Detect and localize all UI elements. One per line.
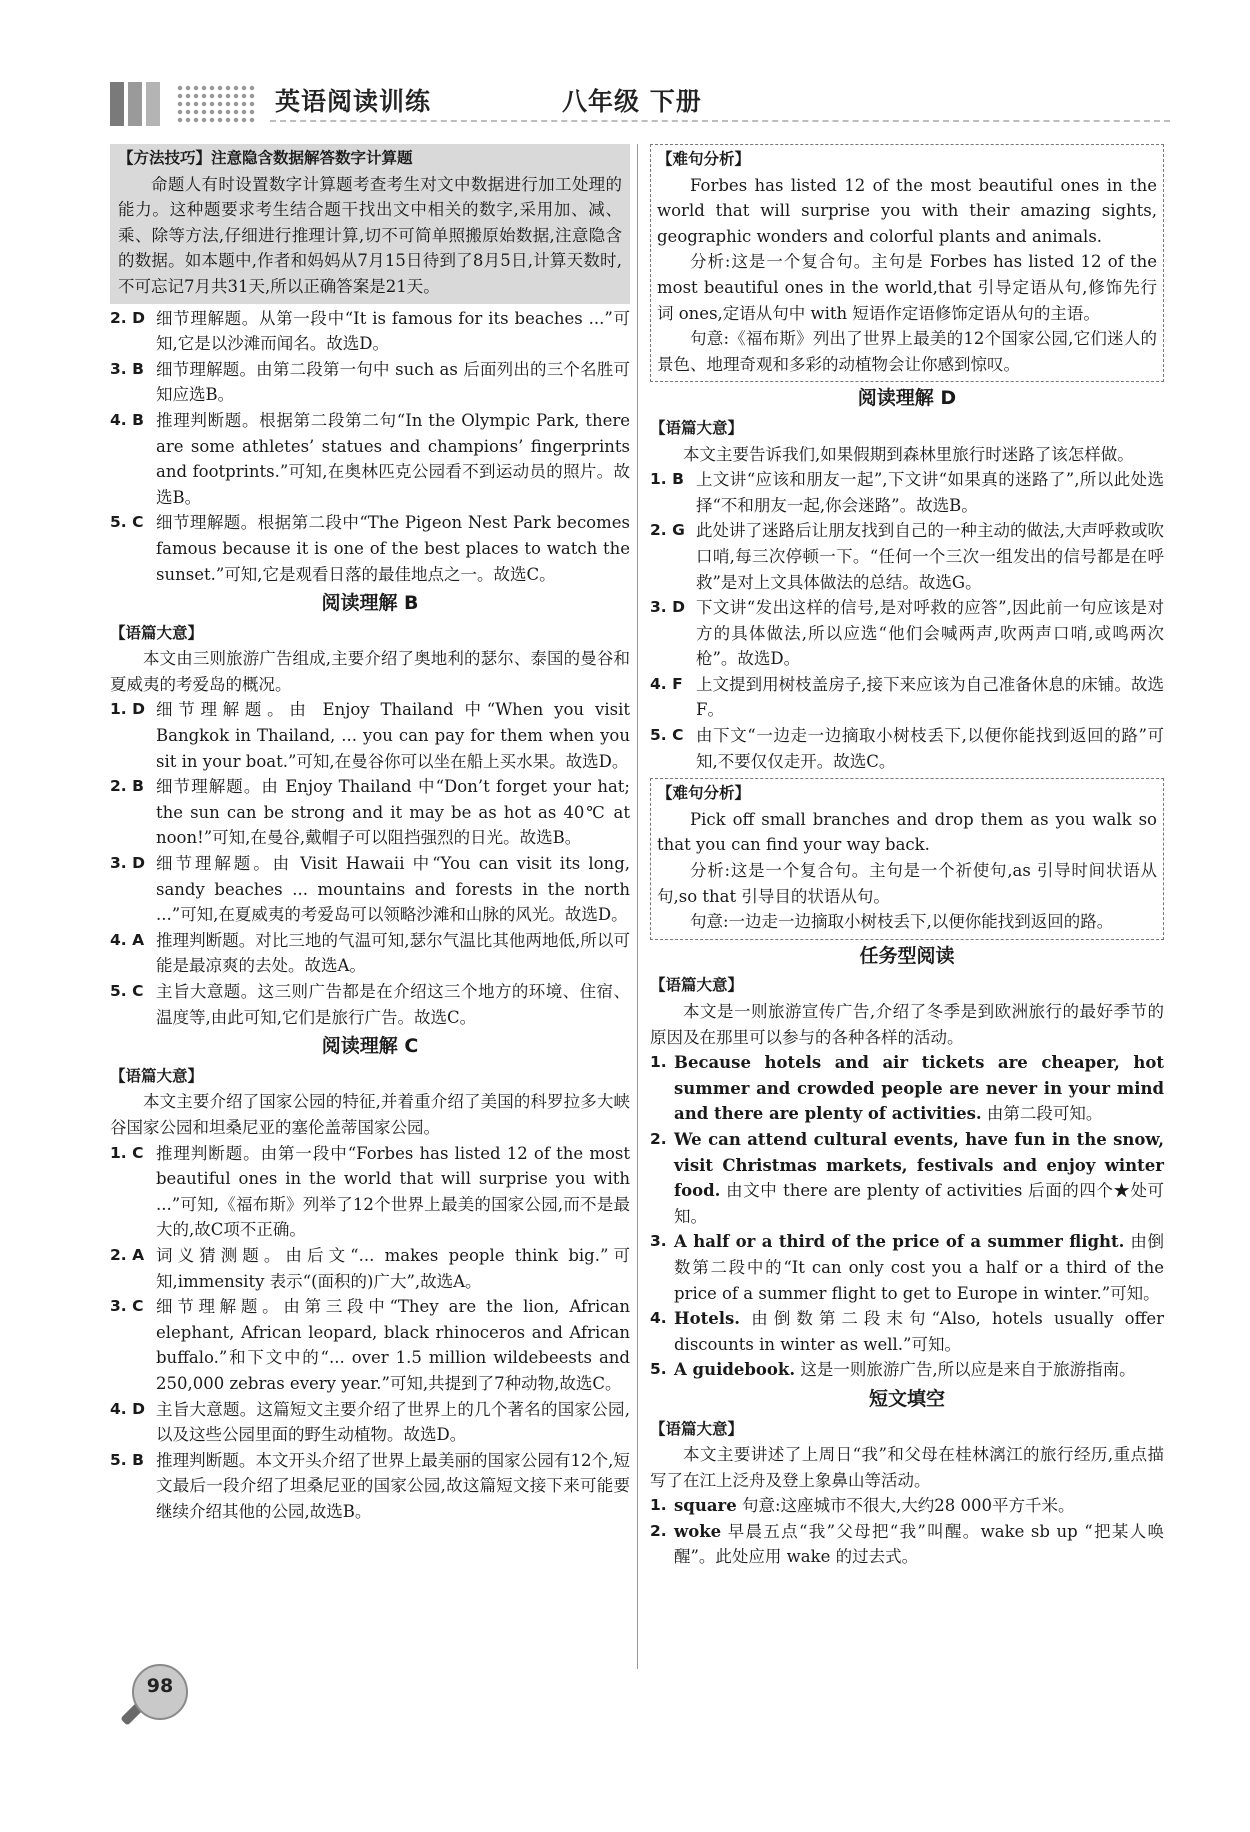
answer-number: 2. A <box>110 1245 145 1264</box>
section-c-summary: 本文主要介绍了国家公园的特征,并着重介绍了美国的科罗拉多大峡谷国家公园和坦桑尼亚的塞伦盖蒂国家公园。 <box>110 1092 630 1137</box>
difficult-sentence-meaning: 句意:一边走一边摘取小树枝丢下,以便你能找到返回的路。 <box>690 912 1114 932</box>
answer-number: 5. C <box>110 982 144 1000</box>
answer-number: 1. D <box>110 700 145 719</box>
answer-number: 5. B <box>110 1450 144 1469</box>
difficult-sentence-analysis: 分析:这是一个复合句。主句是一个祈使句,as 引导时间状语从句,so that 引导目的状语从句。 <box>657 861 1157 906</box>
answer-number: 4. B <box>110 410 144 429</box>
header-dots-decoration <box>176 84 256 124</box>
answer-body <box>674 1519 1164 1570</box>
answer-text: 此处讲了迷路后让朋友找到自己的一种主动的做法,大声呼救或吹口哨,每三次停顿一下。“任何一个三次一组发出的信号都是在呼救”是对上文具体做法的总结。故选G。 <box>696 521 1164 592</box>
answer-text: 下文讲“发出这样的信号,是对呼救的应答”,因此前一句应该是对方的具体做法,所以应选“他们会喊两声,吹两声口哨,或鸣两次枪”。故选D。 <box>696 598 1164 669</box>
answer-text: 推理判断题。对比三地的气温可知,瑟尔气温比其他两地低,所以可能是最凉爽的去处。故选A。 <box>156 930 630 976</box>
answer-number: 2. B <box>110 777 144 796</box>
difficult-sentence-analysis: 分析:这是一个复合句。主句是 Forbes has listed 12 of the most beautiful ones in the world,that 引导定语从句,修饰先行词 ones,定语从句中 with 短语作定语修饰定语从句的主语。 <box>657 252 1157 323</box>
section-d-answers <box>650 467 1164 774</box>
answer-text: 细节理解题。由第三段中“They are the lion, African elephant, African leopard, black rhinoceros and African buffalo.”和下文中的“... over 1.5 million wildebeests and 250,000 zebras every year.”可知,共提到了7种动物,故选C。 <box>156 1297 630 1393</box>
section-d-summary-label: 【语篇大意】 <box>650 418 744 437</box>
answer-number: 4. A <box>110 930 145 949</box>
answer-item <box>650 1493 1164 1519</box>
section-title-reading-c: 阅读理解 C <box>321 1035 419 1058</box>
answer-item <box>650 1127 1164 1229</box>
answer-text: 细节理解题。从第一段中“It is famous for its beaches ...”可知,它是以沙滩而闻名。故选D。 <box>156 308 630 354</box>
answer-number: 1. C <box>110 1143 144 1162</box>
left-column <box>110 144 630 1524</box>
answer-key: woke <box>674 1521 722 1541</box>
page-header <box>110 78 1170 130</box>
answer-number: 2. G <box>650 521 685 540</box>
answer-text: 句意:这座城市不很大,大约28 000平方千米。 <box>736 1496 1075 1516</box>
method-tip-text: 命题人有时设置数字计算题考查考生对文中数据进行加工处理的能力。这种题要求考生结合题干找出文中相关的数字,采用加、减、乘、除等方法,仔细进行推理计算,切不可简单照搬原始数据,注意隐含的数据。如本题中,作者和妈妈从7月15日待到了8月5日,计算天数时,不可忘记7月共31天,所以正确答案是21天。 <box>118 174 622 296</box>
answer-body <box>674 1127 1164 1229</box>
answer-text: 词义猜测题。由后文“... makes people think big.”可知,immensity 表示“(面积的)广大”,故选A。 <box>156 1245 630 1291</box>
answer-text: 上文讲“应该和朋友一起”,下文讲“如果真的迷路了”,所以此处选择“不和朋友一起,你会迷路”。故选B。 <box>696 470 1164 515</box>
answer-number: 3. <box>650 1232 667 1251</box>
book-grade: 八年级 下册 <box>562 87 702 116</box>
answer-item <box>650 1050 1164 1127</box>
answer-item <box>650 467 1164 518</box>
header-bars-decoration <box>110 82 166 126</box>
difficult-sentence-label: 【难句分析】 <box>657 150 751 168</box>
difficult-sentence-box-1 <box>650 144 1164 382</box>
answer-number: 1. <box>650 1496 667 1515</box>
answer-number: 2. <box>650 1521 667 1540</box>
answer-item <box>650 595 1164 672</box>
answer-number: 4. F <box>650 674 683 693</box>
answer-item <box>110 510 630 587</box>
answer-item <box>110 697 630 774</box>
fill-summary-label: 【语篇大意】 <box>650 1419 744 1438</box>
answer-item <box>110 851 630 928</box>
answer-text: 早晨五点“我”父母把“我”叫醒。wake sb up “把某人唤醒”。此处应用 wake 的过去式。 <box>674 1521 1164 1567</box>
answer-item <box>110 306 630 357</box>
fill-summary: 本文主要讲述了上周日“我”和父母在桂林漓江的旅行经历,重点描写了在江上泛舟及登上象鼻山等活动。 <box>650 1445 1164 1490</box>
answer-key: A half or a third of the price of a summer flight. <box>674 1232 1125 1252</box>
answer-text: 由倒数第二段末句“Also, hotels usually offer discounts in winter as well.”可知。 <box>674 1309 1164 1354</box>
answer-text: 细节理解题。由 Enjoy Thailand 中“When you visit Bangkok in Thailand, ... you can pay for them when you sit in your boat.”可知,在曼谷你可以坐在船上买水果。故选D。 <box>156 700 630 771</box>
answer-body <box>674 1493 1164 1519</box>
answer-number: 1. B <box>650 470 684 489</box>
answer-number: 4. <box>650 1309 667 1328</box>
answer-number: 3. C <box>110 1297 144 1316</box>
answer-key: Because hotels and air tickets are cheaper, hot summer and crowded people are never in your mind and there are plenty of activities. <box>674 1053 1164 1124</box>
page-number: 98 <box>146 1675 174 1697</box>
answer-text: 主旨大意题。这三则广告都是在介绍这三个地方的环境、住宿、温度等,由此可知,它们是旅行广告。故选C。 <box>156 982 630 1027</box>
answer-key: square <box>674 1496 737 1516</box>
answer-text: 由文中 there are plenty of activities 后面的四个★处可知。 <box>674 1181 1164 1226</box>
section-b-summary: 本文由三则旅游广告组成,主要介绍了奥地利的瑟尔、泰国的曼谷和夏威夷的考爱岛的概况。 <box>110 649 630 694</box>
answer-key: We can attend cultural events, have fun in the snow, visit Christmas markets, festivals and enjoy winter food. <box>674 1129 1164 1201</box>
answer-item <box>110 979 630 1030</box>
answer-body <box>674 1229 1164 1306</box>
answer-number: 5. <box>650 1360 667 1379</box>
answer-item <box>110 928 630 979</box>
answer-number: 5. C <box>650 726 684 745</box>
section-b-answers <box>110 697 630 1030</box>
method-tip-box <box>110 144 630 304</box>
answer-text: 细节理解题。由 Enjoy Thailand 中“Don’t forget your hat; the sun can be strong and it may be as hot as 40℃ at noon!”可知,在曼谷,戴帽子可以阻挡强烈的日光。故选B。 <box>156 777 630 848</box>
answer-text: 由下文“一边走一边摘取小树枝丢下,以便你能找到返回的路”可知,不要仅仅走开。故选C。 <box>696 726 1164 771</box>
difficult-sentence-english: Forbes has listed 12 of the most beautiful ones in the world that will surprise you with their amazing sights, geographic wonders and colorful plants and animals. <box>657 175 1157 246</box>
answer-text: 由第二段可知。 <box>981 1104 1103 1124</box>
task-answers <box>650 1050 1164 1383</box>
answer-item <box>110 1243 630 1294</box>
answer-number: 2. <box>650 1129 667 1148</box>
section-d-summary: 本文主要告诉我们,如果假期到森林里旅行时迷路了该怎样做。 <box>683 444 1134 464</box>
answer-number: 3. D <box>650 598 685 617</box>
book-title: 英语阅读训练 <box>275 87 432 116</box>
answer-text: 细节理解题。由 Visit Hawaii 中“You can visit its long, sandy beaches ... mountains and forests in the north ...”可知,在夏威夷的考爱岛可以领略沙滩和山脉的风光。故选D。 <box>156 854 630 925</box>
answer-text: 这是一则旅游广告,所以应是来自于旅游指南。 <box>795 1360 1136 1380</box>
section-b-summary-label: 【语篇大意】 <box>110 623 204 642</box>
answer-item <box>110 357 630 408</box>
answer-item <box>650 1357 1164 1383</box>
task-summary-label: 【语篇大意】 <box>650 976 744 995</box>
answer-item <box>110 1448 630 1525</box>
answer-item <box>110 408 630 510</box>
answer-item <box>650 1229 1164 1306</box>
answer-key: Hotels. <box>674 1309 741 1329</box>
section-title-fill-in: 短文填空 <box>868 1387 945 1410</box>
answer-item <box>650 672 1164 723</box>
answer-text: 推理判断题。由第一段中“Forbes has listed 12 of the most beautiful ones in the world that will surprise you with ...”可知,《福布斯》列举了12个世界上最美的国家公园,而不是最大的,故C项不正确。 <box>156 1143 630 1240</box>
section-title-reading-d: 阅读理解 D <box>857 387 957 410</box>
fill-answers <box>650 1493 1164 1570</box>
section-c-answers <box>110 1141 630 1525</box>
task-summary: 本文是一则旅游宣传广告,介绍了冬季是到欧洲旅行的最好季节的原因及在那里可以参与的各种各样的活动。 <box>650 1002 1164 1047</box>
difficult-sentence-label: 【难句分析】 <box>657 784 751 803</box>
answer-text: 推理判断题。本文开头介绍了世界上最美丽的国家公园有12个,短文最后一段介绍了坦桑尼亚的国家公园,故这篇短文接下来可能要继续介绍其他的公园,故选B。 <box>156 1450 630 1521</box>
answer-item <box>650 1519 1164 1570</box>
answer-item <box>110 774 630 851</box>
method-tip-label: 【方法技巧】注意隐含数据解答数字计算题 <box>118 149 413 167</box>
answer-item <box>110 1294 630 1396</box>
answer-text: 由倒数第二段中的“It can only cost you a half or a third of the price of a summer flight to get to Europe in winter.”可知。 <box>674 1232 1165 1303</box>
answer-item <box>650 1306 1164 1357</box>
section-a-answers <box>110 306 630 588</box>
column-divider <box>637 144 638 1669</box>
answer-item <box>110 1397 630 1448</box>
answer-item <box>650 723 1164 774</box>
answer-number: 5. C <box>110 513 144 532</box>
difficult-sentence-meaning: 句意:《福布斯》列出了世界上最美的12个国家公园,它们迷人的景色、地理奇观和多彩的动植物会让你感到惊叹。 <box>657 329 1157 374</box>
answer-number: 4. D <box>110 1399 145 1418</box>
answer-body <box>674 1357 1164 1383</box>
header-rule <box>270 120 1170 122</box>
answer-item <box>110 1141 630 1243</box>
answer-text: 推理判断题。根据第二段第二句“In the Olympic Park, there are some athletes’ statues and champions’ fingerprints and footprints.”可知,在奥林匹克公园看不到运动员的照片。故选B。 <box>156 410 630 507</box>
answer-text: 主旨大意题。这篇短文主要介绍了世界上的几个著名的国家公园,以及这些公园里面的野生动植物。故选D。 <box>156 1399 630 1445</box>
section-title-task-reading: 任务型阅读 <box>859 944 955 967</box>
answer-text: 细节理解题。由第二段第一句中 such as 后面列出的三个名胜可知应选B。 <box>156 359 630 405</box>
section-title-reading-b: 阅读理解 B <box>321 592 419 615</box>
right-column <box>650 144 1164 1570</box>
answer-body <box>674 1306 1164 1357</box>
difficult-sentence-english: Pick off small branches and drop them as you walk so that you can find your way back. <box>657 809 1157 855</box>
answer-number: 2. D <box>110 308 145 327</box>
page-number-badge <box>118 1660 192 1734</box>
answer-key: A guidebook. <box>674 1360 796 1380</box>
answer-text: 细节理解题。根据第二段中“The Pigeon Nest Park becomes famous because it is one of the best places to watch the sunset.”可知,它是观看日落的最佳地点之一。故选C。 <box>156 513 630 584</box>
answer-item <box>650 518 1164 595</box>
answer-number: 3. B <box>110 359 144 378</box>
section-c-summary-label: 【语篇大意】 <box>110 1066 204 1085</box>
answer-number: 3. D <box>110 854 145 873</box>
answer-number: 1. <box>650 1053 667 1072</box>
answer-text: 上文提到用树枝盖房子,接下来应该为自己准备休息的床铺。故选F。 <box>696 674 1164 720</box>
difficult-sentence-box-2 <box>650 778 1164 940</box>
answer-body <box>674 1050 1164 1127</box>
